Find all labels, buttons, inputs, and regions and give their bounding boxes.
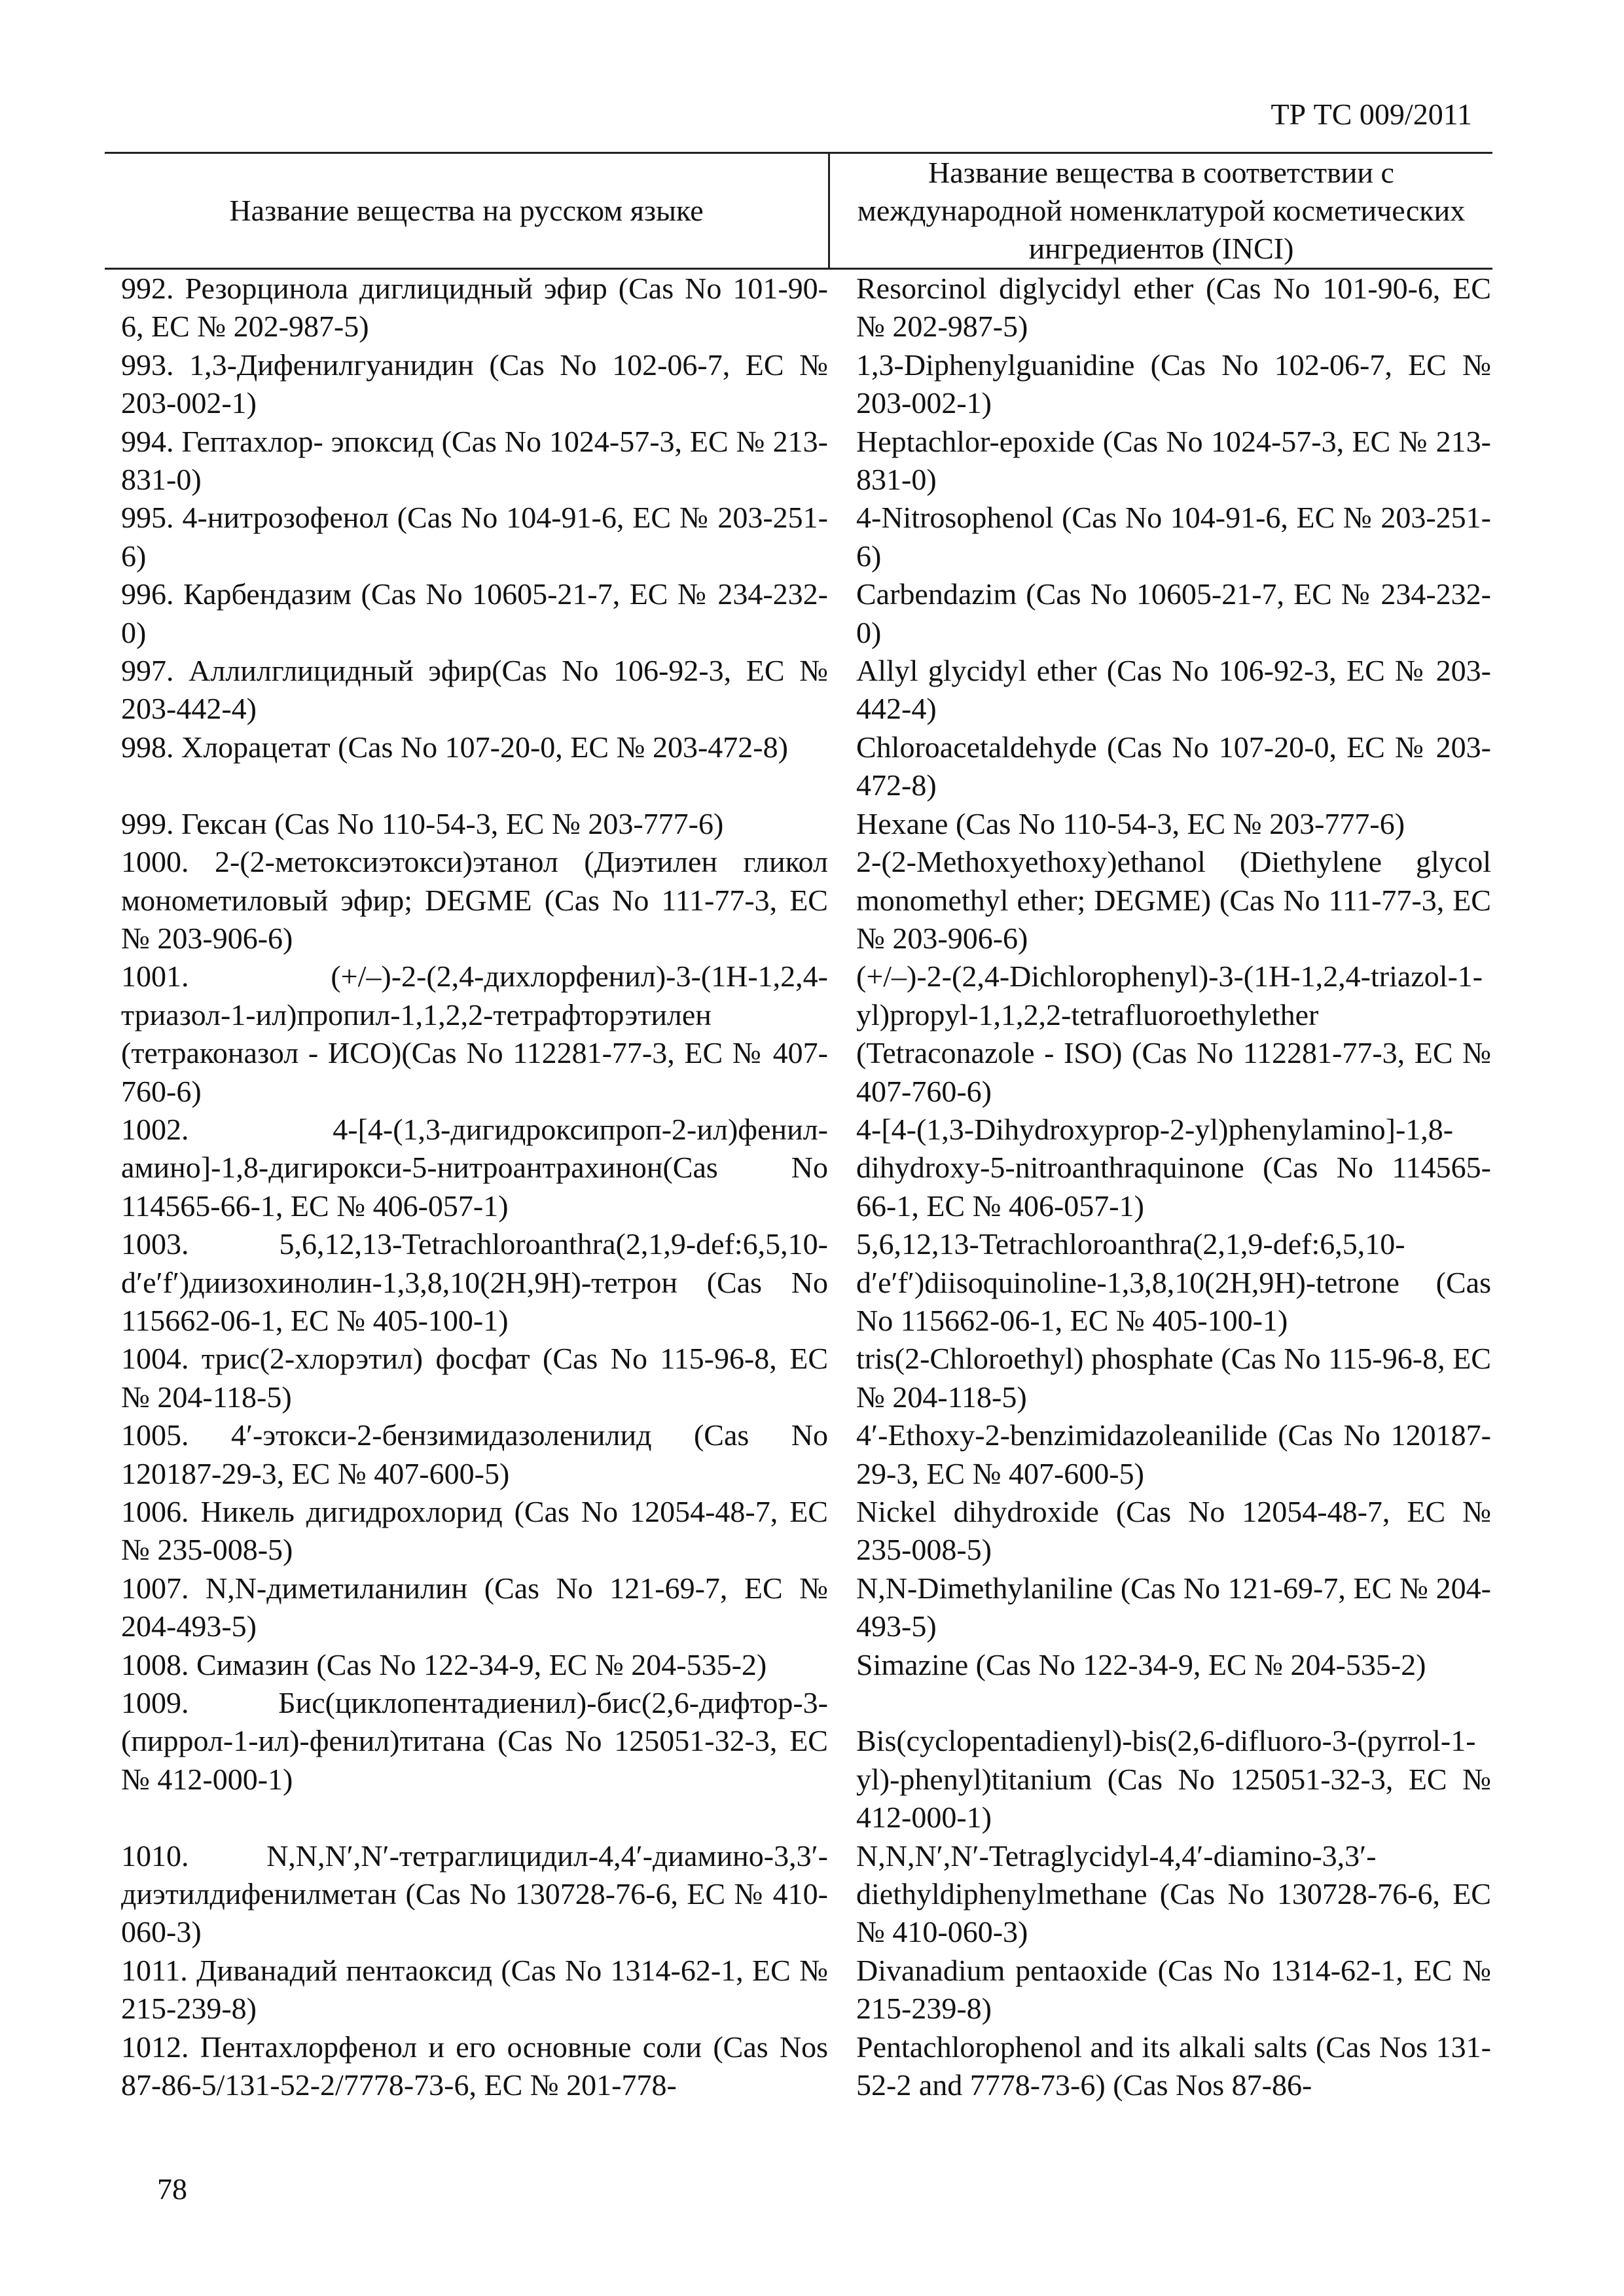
table-row [105, 575, 1492, 652]
substance-name-inci: Heptachlor-epoxide (Cas No 1024-57-3, EC № 213-831-0) [856, 424, 1491, 497]
table-row [105, 843, 1492, 958]
table-row [105, 728, 1492, 805]
substance-name-inci: Hexane (Cas No 110-54-3, EC № 203-777-6) [856, 806, 1405, 840]
table-row [105, 1837, 1492, 1952]
substance-name-inci: Pentachlorophenol and its alkali salts (Cas Nos 131-52-2 and 7778-73-6) (Cas Nos 87-86- [856, 2030, 1491, 2102]
substance-name-russian: 1008. Симазин (Cas No 122-34-9, EC № 204-535-2) [121, 1647, 767, 1681]
column-header-russian: Название вещества на русском языке [229, 194, 704, 227]
substance-name-inci: N,N-Dimethylaniline (Cas No 121-69-7, EC № 204-493-5) [856, 1571, 1491, 1643]
substance-name-inci: (+/–)-2-(2,4-Dichlorophenyl)-3-(1H-1,2,4-triazol-1-yl)propyl-1,1,2,2-tetrafluoroethylether (Tetraconazole - ISO) (Cas No 112281-77-3, EC № 407-760-6) [856, 960, 1491, 1108]
table-row [105, 652, 1492, 728]
substance-name-russian: 993. 1,3-Дифенилгуанидин (Cas No 102-06-7, EC № 203-002-1) [121, 348, 828, 420]
substance-name-inci: 4-Nitrosophenol (Cas No 104-91-6, EC № 203-251-6) [856, 501, 1491, 573]
substance-name-inci: Chloroacetaldehyde (Cas No 107-20-0, EC № 203-472-8) [856, 730, 1491, 802]
table-row [105, 270, 1492, 346]
substance-name-inci: 4-[4-(1,3-Dihydroxyprop-2-yl)phenylamino]-1,8-dihydroxy-5-nitroanthraquinone (Cas No 114565-66-1, EC № 406-057-1) [856, 1112, 1491, 1223]
substance-name-inci: N,N,N′,N′-Tetraglycidyl-4,4′-diamino-3,3′-diethyldiphenylmethane (Cas No 130728-76-6, EC № 410-060-3) [856, 1839, 1491, 1949]
table-row [105, 346, 1492, 423]
substance-name-inci: 4′-Ethoxy-2-benzimidazoleanilide (Cas No 120187-29-3, EC № 407-600-5) [856, 1418, 1491, 1490]
substance-name-inci: 2-(2-Methoxyethoxy)ethanol (Diethylene glycol monomethyl ether; DEGME) (Cas No 111-77-3, EC № 203-906-6) [856, 845, 1491, 955]
substance-name-inci: Bis(cyclopentadienyl)-bis(2,6-difluoro-3-(pyrrol-1-yl)-phenyl)titanium (Cas No 125051-32-3, EC № 412-000-1) [856, 1724, 1491, 1835]
substance-name-russian: 1006. Никель дигидрохлорид (Cas No 12054-48-7, EC № 235-008-5) [121, 1495, 828, 1567]
table-row [105, 1646, 1492, 1684]
table-row [105, 1493, 1492, 1570]
substance-name-russian: 1005. 4′-этокси-2-бензимидазоленилид (Cas No 120187-29-3, EC № 407-600-5) [121, 1418, 828, 1490]
table-row [105, 499, 1492, 575]
substance-name-russian: 998. Хлорацетат (Cas No 107-20-0, EC № 203-472-8) [121, 730, 788, 764]
table-row [105, 2028, 1492, 2105]
table-row [105, 1340, 1492, 1416]
substance-name-inci: tris(2-Chloroethyl) phosphate (Cas No 115-96-8, EC № 204-118-5) [856, 1342, 1491, 1414]
substance-name-inci: 1,3-Diphenylguanidine (Cas No 102-06-7, EC № 203-002-1) [856, 348, 1491, 420]
substance-name-inci: Divanadium pentaoxide (Cas No 1314-62-1, EC № 215-239-8) [856, 1953, 1491, 2026]
substance-name-russian: 1010. N,N,N′,N′-тетраглицидил-4,4′-диамино-3,3′-диэтилдифенилметан (Cas No 130728-76-6, EC № 410-060-3) [121, 1839, 828, 1949]
substance-name-russian: 1011. Диванадий пентаоксид (Cas No 1314-62-1, EC № 215-239-8) [121, 1953, 828, 2026]
table-row [105, 805, 1492, 843]
substance-name-inci: Allyl glycidyl ether (Cas No 106-92-3, EC № 203-442-4) [856, 654, 1491, 726]
substance-name-russian: 1000. 2-(2-метоксиэтокси)этанол (Диэтилен гликол монометиловый эфир; DEGME (Cas No 111-77-3, EC № 203-906-6) [121, 845, 828, 955]
substance-name-russian: 1002. 4-[4-(1,3-дигидроксипроп-2-ил)фенил-амино]-1,8-дигирокси-5-нитроантрахинон(Cas No 114565-66-1, EC № 406-057-1) [121, 1112, 828, 1223]
substance-name-inci: Nickel dihydroxide (Cas No 12054-48-7, EC № 235-008-5) [856, 1495, 1491, 1567]
table-row [105, 1416, 1492, 1493]
table-row [105, 1570, 1492, 1646]
substance-name-inci: 5,6,12,13-Tetrachloroanthra(2,1,9-def:6,5,10-d′e′f′)diisoquinoline-1,3,8,10(2H,9H)-tetrone (Cas No 115662-06-1, EC № 405-100-1) [856, 1227, 1491, 1337]
column-header-inci: Название вещества в соответствии с международной номенклатурой косметических ингредиентов (INCI) [828, 154, 1492, 268]
table-row [105, 423, 1492, 499]
substance-name-russian: 1009. Бис(циклопентадиенил)-бис(2,6-дифтор-3-(пиррол-1-ил)-фенил)титана (Cas No 125051-32-3, EC № 412-000-1) [121, 1686, 828, 1796]
table-row [105, 1952, 1492, 2028]
substance-name-inci: Simazine (Cas No 122-34-9, EC № 204-535-2) [856, 1647, 1426, 1681]
substance-name-russian: 994. Гептахлор- эпоксид (Cas No 1024-57-3, EC № 213-831-0) [121, 424, 828, 497]
table-row [105, 1111, 1492, 1225]
table-row [105, 1225, 1492, 1340]
substance-name-russian: 992. Резорцинола диглицидный эфир (Cas No 101-90-6, EC № 202-987-5) [121, 272, 828, 344]
substance-name-russian: 1001. (+/–)-2-(2,4-дихлорфенил)-3-(1H-1,2,4-триазол-1-ил)пропил-1,1,2,2-тетрафторэтилен (тетраконазол - ИСО)(Cas No 112281-77-3, EC № 407-760-6) [121, 960, 828, 1108]
table-header [105, 154, 1492, 270]
table-row [105, 958, 1492, 1111]
substance-name-russian: 1003. 5,6,12,13-Tetrachloroanthra(2,1,9-def:6,5,10-d′e′f′)диизохинолин-1,3,8,10(2H,9H)-тетрон (Cas No 115662-06-1, EC № 405-100-1) [121, 1227, 828, 1337]
table-body [105, 270, 1492, 2104]
table-row [105, 1684, 1492, 1837]
substance-name-inci: Resorcinol diglycidyl ether (Cas No 101-90-6, EC № 202-987-5) [856, 272, 1491, 344]
document-code: ТР ТС 009/2011 [1271, 98, 1472, 131]
substance-name-inci: Carbendazim (Cas No 10605-21-7, EC № 234-232-0) [856, 577, 1491, 649]
substance-name-russian: 995. 4-нитрозофенол (Cas No 104-91-6, EC № 203-251-6) [121, 501, 828, 573]
substance-name-russian: 996. Карбендазим (Cas No 10605-21-7, EC № 234-232-0) [121, 577, 828, 649]
substance-name-russian: 1012. Пентахлорфенол и его основные соли (Cas Nos 87-86-5/131-52-2/7778-73-6, EC № 201-778- [121, 2030, 828, 2102]
substance-name-russian: 1004. трис(2-хлорэтил) фосфат (Cas No 115-96-8, EC № 204-118-5) [121, 1342, 828, 1414]
substance-name-russian: 997. Аллилглицидный эфир(Cas No 106-92-3, EC № 203-442-4) [121, 654, 828, 726]
substances-table [105, 152, 1492, 2104]
substance-name-russian: 999. Гексан (Cas No 110-54-3, EC № 203-777-6) [121, 806, 724, 840]
page-number: 78 [157, 2172, 187, 2206]
substance-name-russian: 1007. N,N-диметиланилин (Cas No 121-69-7, EC № 204-493-5) [121, 1571, 828, 1643]
